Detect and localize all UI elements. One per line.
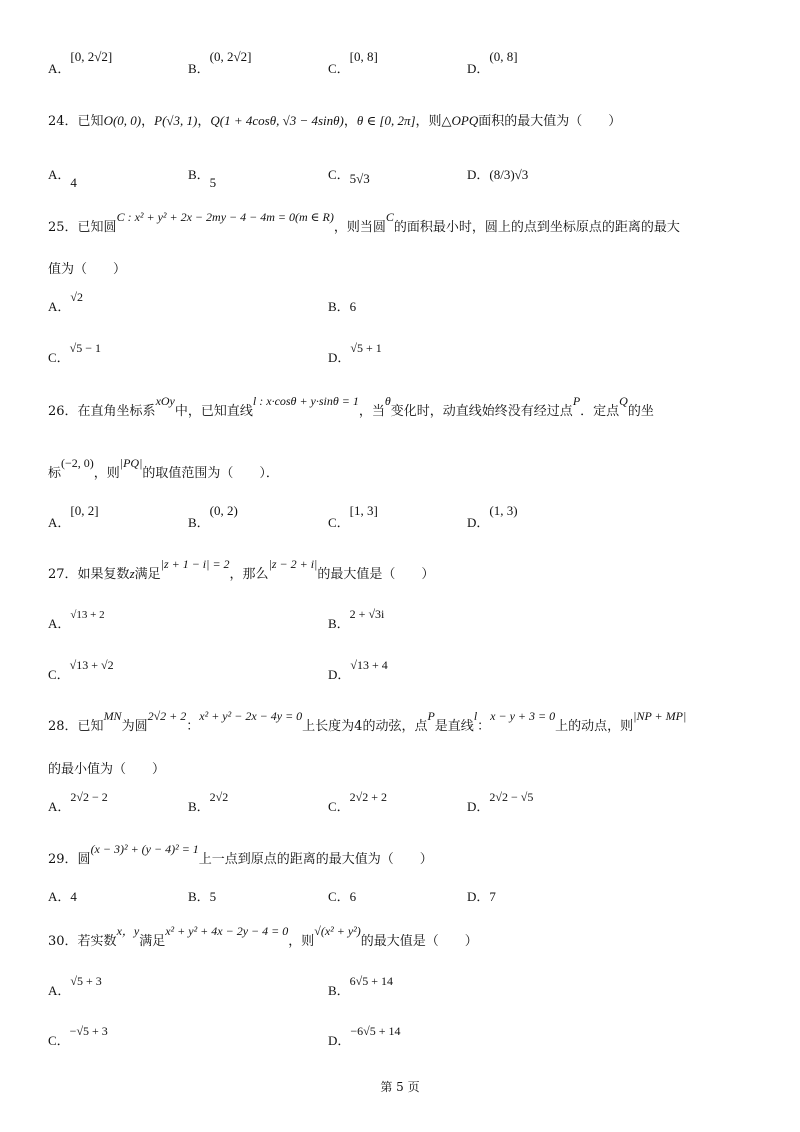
q28-option-a[interactable]: A．2√2 − 2 (48, 790, 108, 814)
q27-option-c[interactable]: C．√13 + √2 (48, 658, 114, 682)
question-30-options-row1 (48, 974, 768, 1010)
question-25-stem: 25．已知圆C : x² + y² + 2x − 2my − 4 − 4m = 0(m ∈ R)，则当圆C的面积最小时，圆上的点到坐标原点的距离的最大 (48, 210, 680, 235)
question-28-options (48, 790, 768, 826)
q24-option-c[interactable]: C．5√3 (328, 167, 370, 186)
question-28-stem: 28．已知MN为圆2√2 + 2：x² + y² − 2x − 4y = 0上长度为4的动弦，点P是直线l：x − y + 3 = 0上的动点，则|NP + MP| (48, 709, 687, 734)
question-26-stem-line2: 标(−2, 0)，则|PQ|的取值范围为（ ）． (48, 456, 279, 481)
question-27-options-row2 (48, 658, 768, 694)
q26-option-b[interactable]: B．(0, 2) (188, 503, 238, 530)
q23-option-b[interactable]: B．(0, 2√2] (188, 49, 252, 76)
q25-option-b[interactable]: B．6 (328, 299, 357, 314)
question-29-options (48, 886, 768, 916)
q24-option-a[interactable]: A．4 (48, 167, 77, 190)
q23-option-d[interactable]: D．(0, 8] (467, 49, 518, 76)
question-30-stem: 30．若实数x，y满足x² + y² + 4x − 2y − 4 = 0，则√(x² + y²)的最大值是（ ） (48, 924, 478, 949)
question-28-stem-line2: 的最小值为（ ） (48, 762, 166, 777)
question-26-stem: 26．在直角坐标系xOy中，已知直线l : x·cosθ + y·sinθ = 1，当θ变化时，动直线始终没有经过点P．定点Q的坐 (48, 394, 654, 419)
question-26-options (48, 503, 768, 542)
q28-option-b[interactable]: B．2√2 (188, 790, 229, 814)
q27-option-d[interactable]: D．√13 + 4 (328, 658, 388, 682)
question-27-options-row1 (48, 607, 768, 643)
q30-option-b[interactable]: B．6√5 + 14 (328, 974, 394, 998)
q25-option-a[interactable]: A．√2 (48, 290, 83, 314)
q30-option-a[interactable]: A．√5 + 3 (48, 974, 102, 998)
question-29-stem: 29．圆(x − 3)² + (y − 4)² = 1上一点到原点的距离的最大值为（ ） (48, 842, 433, 867)
question-27-stem: 27．如果复数z满足|z + 1 − i| = 2，那么|z − 2 + i|的最大值是（ ） (48, 557, 435, 582)
q28-option-c[interactable]: C．2√2 + 2 (328, 790, 388, 814)
q30-option-c[interactable]: C．−√5 + 3 (48, 1024, 108, 1048)
q29-option-d[interactable]: D．7 (467, 889, 496, 904)
q25-option-d[interactable]: D．√5 + 1 (328, 341, 382, 365)
q30-option-d[interactable]: D．−6√5 + 14 (328, 1024, 401, 1048)
q27-option-a[interactable]: A．$^{√13 + 2}$ (48, 609, 105, 631)
q27-option-b[interactable]: B．2 + √3i (328, 607, 385, 631)
q29-option-a[interactable]: A．4 (48, 889, 77, 904)
question-24-stem: 24．已知O(0, 0)，P(√3, 1)，Q(1 + 4cosθ, √3 − 4sinθ)，θ ∈ [0, 2π]，则△OPQ面积的最大值为（ ） (48, 113, 622, 129)
q24-option-b[interactable]: B．5 (188, 167, 217, 190)
question-30-options-row2 (48, 1024, 768, 1060)
q25-option-c[interactable]: C．√5 − 1 (48, 341, 102, 365)
question-25-options-row1 (48, 290, 768, 326)
question-25-stem-line2: 值为（ ） (48, 262, 127, 277)
q26-option-a[interactable]: A．[0, 2] (48, 503, 99, 530)
q23-options (48, 49, 768, 88)
q28-option-d[interactable]: D．2√2 − √5 (467, 790, 534, 814)
q26-option-c[interactable]: C．[1, 3] (328, 503, 378, 530)
q29-option-c[interactable]: C．6 (328, 889, 357, 904)
q26-option-d[interactable]: D．(1, 3) (467, 503, 518, 530)
q29-option-b[interactable]: B．5 (188, 889, 217, 904)
q23-option-c[interactable]: C．[0, 8] (328, 49, 378, 76)
question-25-options-row2 (48, 341, 768, 377)
page-number: 第 5 页 (380, 1080, 420, 1094)
q24-option-d[interactable]: D．(8/3)√3 (467, 167, 529, 182)
q23-option-a[interactable]: A．[0, 2√2] (48, 49, 113, 76)
question-24-options (48, 164, 768, 194)
